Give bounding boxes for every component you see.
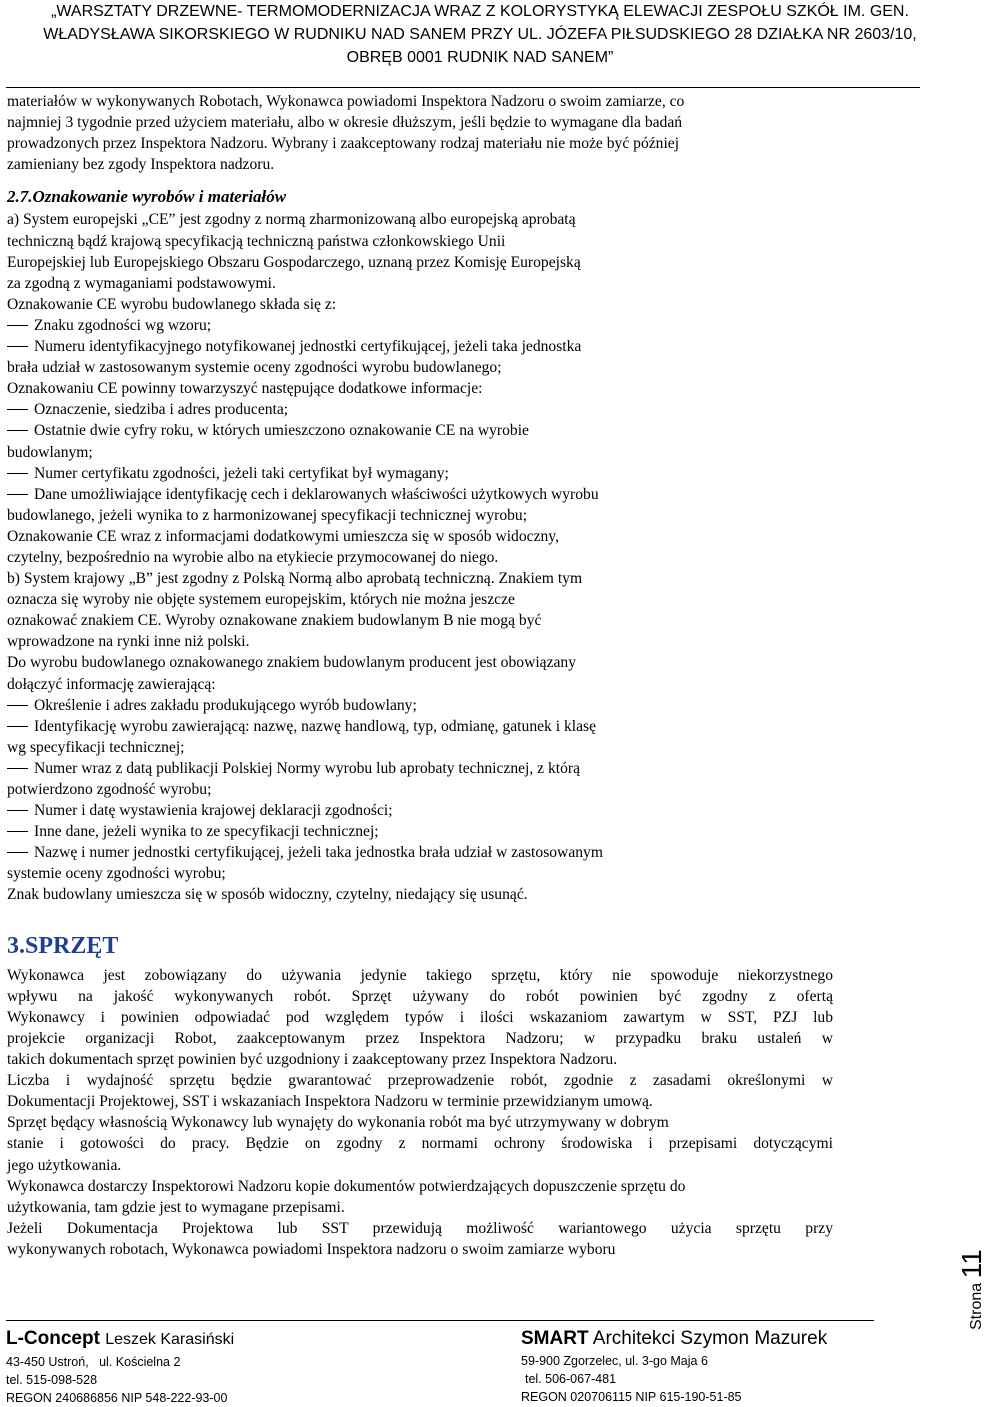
line-text: oznacza się wyroby nie objęte systemem europejskim, których nie można jeszcze: [7, 591, 515, 609]
intro-paragraph: [7, 91, 833, 175]
text-line: projekcie organizacji Robot, zaakceptowanym przez Inspektora Nadzoru; w przypadku braku ustaleń w: [7, 1029, 833, 1047]
text-line: [7, 526, 833, 547]
line-text: wprowadzone na rynki inne niż polski.: [7, 633, 250, 651]
company-regon: REGON 020706115 NIP 615-190-51-85: [521, 1390, 742, 1404]
text-line: [7, 589, 833, 610]
line-text: systemie oceny zgodności wyrobu;: [7, 865, 226, 883]
dash-bullet: [7, 831, 28, 832]
footer-divider: [6, 1320, 874, 1321]
dash-bullet: [7, 768, 28, 769]
text-line: [7, 209, 833, 230]
text-line: [7, 231, 833, 252]
text-line: [7, 357, 833, 378]
text-line: takich dokumentach sprzęt powinien być uzgodniony i zaakceptowany przez Inspektora Nadzoru.: [7, 1051, 618, 1069]
text-line: Wykonawca dostarczy Inspektorowi Nadzoru kopie dokumentów potwierdzających dopuszczenie sprzętu do: [7, 1177, 686, 1195]
text-line: Liczba i wydajność sprzętu będzie gwarantować przeprowadzenie robót, zgodnie z zasadami określonymi w: [7, 1072, 833, 1090]
text-line: Dokumentacji Projektowej, SST i wskazaniach Inspektora Nadzoru w terminie przewidzianym umową.: [7, 1093, 653, 1111]
text-line: Sprzęt będący własnością Wykonawcy lub wynajęty do wykonania robót ma być utrzymywany w dobrym: [7, 1114, 669, 1132]
text-line: stanie i gotowości do pracy. Będzie on zgodny z normami ochrony środowiska i przepisami dotyczącymi: [7, 1135, 833, 1153]
dash-bullet: [7, 810, 28, 811]
line-text: Oznakowanie CE wraz z informacjami dodatkowymi umieszcza się w sposób widoczny,: [7, 527, 559, 545]
line-text: oznakować znakiem CE. Wyroby oznakowane znakiem budowlanym B nie mogą być: [7, 612, 542, 630]
dash-bullet: [7, 409, 28, 410]
page-number: 11: [956, 1249, 987, 1279]
text-line: [7, 378, 833, 399]
text-line: prowadzonych przez Inspektora Nadzoru. Wybrany i zaakceptowany rodzaj materiału nie może być później: [7, 135, 680, 153]
text-line: [7, 505, 833, 526]
line-text: b) System krajowy „B” jest zgodny z Polską Normą albo aprobatą techniczną. Znakiem tym: [7, 570, 583, 588]
text-line: użytkowania, tam gdzie jest to wymagane przepisami.: [7, 1198, 345, 1216]
text-line: jego użytkowania.: [7, 1156, 122, 1174]
dash-bullet: [7, 473, 28, 474]
dash-bullet: [7, 430, 28, 431]
text-line: Wykonawcy i powinien odpowiadać pod względem typów i ilości wskazaniom zawartym w SST, PZJ lub: [7, 1008, 833, 1026]
header-line: OBRĘB 0001 RUDNIK NAD SANEM”: [346, 49, 614, 66]
section-3-content: [7, 965, 833, 1260]
line-text: Określenie i adres zakładu produkującego wyrób budowlany;: [34, 696, 417, 714]
line-text: Oznakowanie CE wyrobu budowlanego składa się z:: [7, 295, 337, 313]
list-item: [7, 695, 833, 716]
line-text: budowlanym;: [7, 443, 93, 461]
dash-bullet: [7, 726, 28, 727]
company-phone: tel. 515-098-528: [6, 1373, 98, 1387]
line-text: wg specyfikacji technicznej;: [7, 738, 185, 756]
footer-left-company: [6, 1326, 234, 1407]
company-address: 59-900 Zgorzelec, ul. 3-go Maja 6: [521, 1354, 708, 1368]
text-line: [7, 652, 833, 673]
line-text: techniczną bądź krajową specyfikacją techniczną państwa członkowskiego Unii: [7, 232, 506, 250]
line-text: potwierdzono zgodność wyrobu;: [7, 781, 212, 798]
line-text: Nazwę i numer jednostki certyfikującej, jeżeli taka jednostka brała udział w zastosowanym: [34, 844, 603, 862]
text-line: [7, 737, 833, 758]
line-text: Oznakowaniu CE powinny towarzyszyć następujące dodatkowe informacje:: [7, 380, 483, 398]
list-item: [7, 716, 833, 737]
text-line: [7, 568, 833, 589]
text-line: [7, 294, 833, 315]
line-text: Numer i datę wystawienia krajowej deklaracji zgodności;: [34, 802, 393, 820]
line-text: Numer wraz z datą publikacji Polskiej Normy wyrobu lub aprobaty technicznej, z którą: [34, 759, 581, 777]
document-header: [0, 0, 960, 69]
text-line: [7, 674, 833, 695]
list-item: [7, 463, 833, 484]
header-line: „WARSZTATY DRZEWNE- TERMOMODERNIZACJA WRAZ Z KOLORYSTYKĄ ELEWACJI ZESPOŁU SZKÓŁ IM. GEN.: [51, 3, 909, 20]
line-text: Identyfikację wyrobu zawierającą: nazwę, nazwę handlową, typ, odmianę, gatunek i klasę: [34, 717, 596, 735]
line-text: Dane umożliwiające identyfikację cech i deklarowanych właściwości użytkowych wyrobu: [34, 485, 599, 503]
company-address: 43-450 Ustroń, ul. Kościelna 2: [6, 1355, 181, 1369]
line-text: Znaku zgodności wg wzoru;: [34, 316, 212, 334]
line-text: a) System europejski „CE” jest zgodny z normą zharmonizowaną albo europejską aprobatą: [7, 211, 576, 229]
section-3-heading: 3.SPRZĘT: [7, 932, 119, 959]
section-2-7-heading: 2.7.Oznakowanie wyrobów i materiałów: [7, 187, 287, 207]
list-item: [7, 420, 833, 441]
section-2-7-content: [7, 209, 833, 905]
text-line: [7, 863, 833, 884]
text-line: [7, 547, 833, 568]
dash-bullet: [7, 325, 28, 326]
page-label: Strona: [968, 1282, 985, 1330]
text-line: Wykonawca jest zobowiązany do używania jedynie takiego sprzętu, który nie spowoduje niekorzystnego: [7, 966, 833, 984]
list-item: [7, 842, 833, 863]
line-text: Znak budowlany umieszcza się w sposób widoczny, czytelny, niedający się usunąć.: [7, 886, 528, 904]
list-item: [7, 758, 833, 779]
page-number-block: [918, 1230, 987, 1330]
list-item: [7, 336, 833, 357]
text-line: zamieniany bez zgody Inspektora nadzoru.: [7, 156, 275, 174]
line-text: budowlanego, jeżeli wynika to z harmonizowanej specyfikacji technicznej wyrobu;: [7, 506, 528, 524]
text-line: materiałów w wykonywanych Robotach, Wykonawca powiadomi Inspektora Nadzoru o swoim zamiarze, co: [7, 93, 685, 110]
line-text: Inne dane, jeżeli wynika to ze specyfikacji technicznej;: [34, 823, 379, 841]
text-line: [7, 252, 833, 273]
company-name: [6, 1326, 234, 1353]
company-name: [521, 1326, 827, 1352]
text-line: [7, 779, 833, 800]
company-owner: Architekci Szymon Mazurek: [592, 1328, 828, 1349]
company-regon: REGON 240686856 NIP 548-222-93-00: [6, 1391, 228, 1405]
line-text: Do wyrobu budowlanego oznakowanego znakiem budowlanym producent jest obowiązany: [7, 654, 577, 672]
list-item: [7, 821, 833, 842]
line-text: Numer certyfikatu zgodności, jeżeli taki certyfikat był wymagany;: [34, 464, 449, 482]
text-line: [7, 273, 833, 294]
dash-bullet: [7, 494, 28, 495]
line-text: za zgodną z wymaganiami podstawowymi.: [7, 274, 276, 292]
text-line: [7, 884, 833, 905]
text-line: wykonywanych robotach, Wykonawca powiadomi Inspektora nadzoru o swoim zamiarze wyboru: [7, 1240, 616, 1258]
company-phone: tel. 506-067-481: [525, 1372, 617, 1386]
footer-right-company: [521, 1326, 827, 1406]
text-line: [7, 610, 833, 631]
company-brand: SMART: [521, 1328, 589, 1349]
line-text: Numeru identyfikacyjnego notyfikowanej jednostki certyfikującej, jeżeli taka jednostka: [34, 338, 582, 356]
line-text: Europejskiej lub Europejskiego Obszaru Gospodarczego, uznaną przez Komisję Europejską: [7, 253, 581, 271]
line-text: Oznaczenie, siedziba i adres producenta;: [34, 401, 289, 419]
company-brand: L-Concept: [6, 1328, 100, 1349]
dash-bullet: [7, 852, 28, 853]
text-line: najmniej 3 tygodnie przed użyciem materiału, albo w okresie dłuższym, jeśli będzie to wymagane dla badań: [7, 114, 683, 132]
dash-bullet: [7, 346, 28, 347]
list-item: [7, 399, 833, 420]
text-line: [7, 442, 833, 463]
line-text: brała udział w zastosowanym systemie oceny zgodności wyrobu budowlanego;: [7, 359, 502, 377]
text-line: [7, 631, 833, 652]
company-owner: Leszek Karasiński: [105, 1331, 235, 1348]
text-line: wpływu na jakość wykonywanych robót. Sprzęt używany do robót powinien być zgodny z ofertą: [7, 987, 833, 1005]
header-line: WŁADYSŁAWA SIKORSKIEGO W RUDNIKU NAD SANEM PRZY UL. JÓZEFA PIŁSUDSKIEGO 28 DZIAŁKA NR 2603/10,: [43, 26, 917, 43]
line-text: dołączyć informację zawierającą:: [7, 675, 216, 693]
document-body: [7, 91, 833, 1260]
line-text: Ostatnie dwie cyfry roku, w których umieszczono oznakowanie CE na wyrobie: [34, 422, 529, 440]
list-item: [7, 800, 833, 821]
text-line: Jeżeli Dokumentacja Projektowa lub SST przewidują możliwość wariantowego użycia sprzętu przy: [7, 1219, 833, 1237]
dash-bullet: [7, 705, 28, 706]
line-text: czytelny, bezpośrednio na wyrobie albo na etykiecie przymocowanej do niego.: [7, 548, 499, 566]
list-item: [7, 315, 833, 336]
list-item: [7, 484, 833, 505]
header-divider: [6, 87, 920, 88]
